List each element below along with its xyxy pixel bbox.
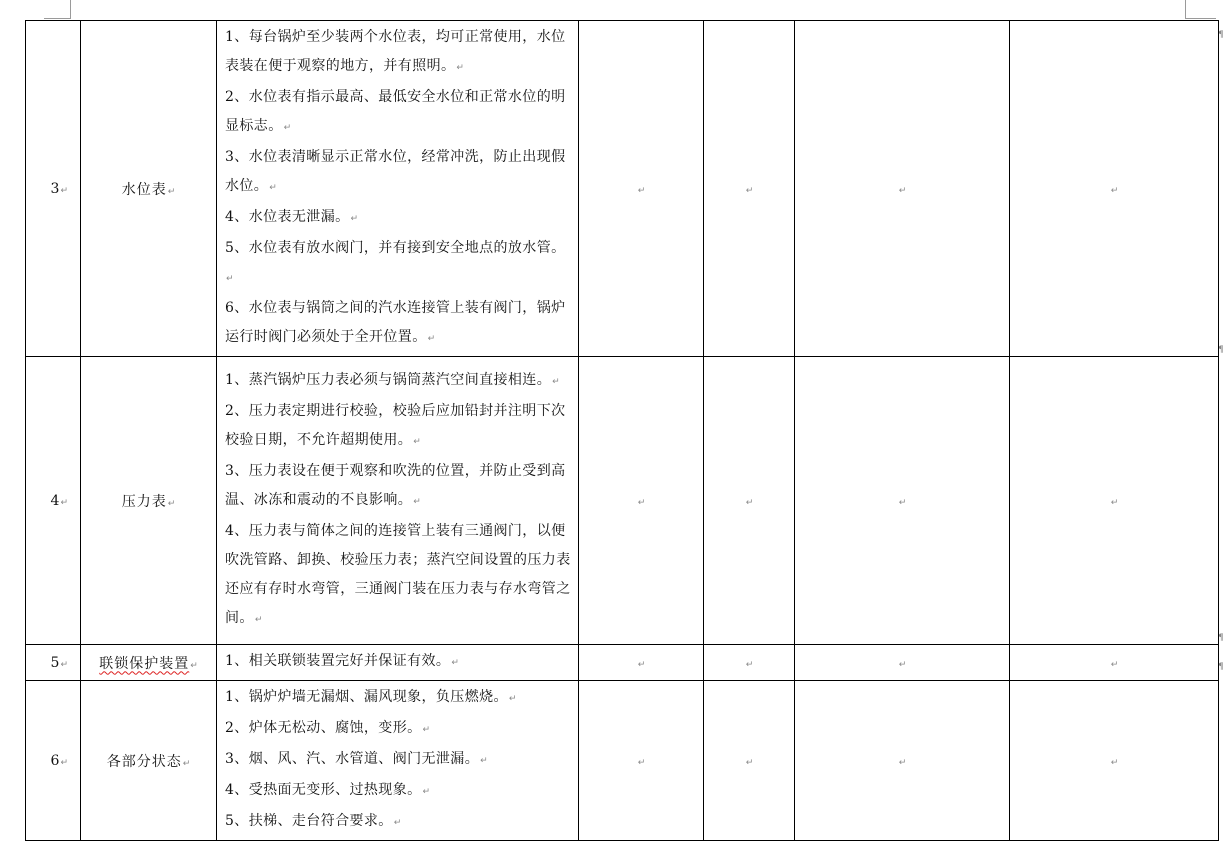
blank-cell[interactable]: ↵ xyxy=(795,681,1010,841)
table-row xyxy=(26,645,1219,681)
blank-cell[interactable]: ↵ xyxy=(704,645,795,681)
requirements-cell xyxy=(217,645,579,681)
table-row xyxy=(26,357,1219,645)
blank-cell[interactable]: ↵ xyxy=(704,357,795,645)
blank-cell[interactable]: ↵ xyxy=(1010,357,1219,645)
requirement-line: 2、压力表定期进行校验，校验后应加铅封并注明下次校验日期，不允许超期使用。↵ xyxy=(225,403,566,448)
requirement-line: 4、受热面无变形、过热现象。↵ xyxy=(225,782,431,798)
requirement-line: 4、压力表与简体之间的连接管上装有三通阀门，以便吹洗管路、卸换、校验压力表；蒸汽空间设置的压力表还应有存时水弯管，三通阀门装在压力表与存水弯管之间。↵ xyxy=(225,523,571,626)
row-number: 6 xyxy=(50,752,60,769)
requirement-line: 5、水位表有放水阀门，并有接到安全地点的放水管。↵ xyxy=(225,240,566,284)
requirement-line: 1、锅炉炉墙无漏烟、漏风现象，负压燃烧。↵ xyxy=(225,689,517,705)
blank-cell[interactable]: ↵ xyxy=(579,681,704,841)
row-number: 5 xyxy=(50,654,60,671)
crop-mark-top-right xyxy=(1185,0,1216,19)
blank-cell[interactable]: ↵ xyxy=(579,357,704,645)
requirement-line: 6、水位表与锅筒之间的汽水连接管上装有阀门，锅炉运行时阀门必须处于全开位置。↵ xyxy=(225,300,566,345)
blank-cell[interactable]: ↵ xyxy=(579,645,704,681)
table-row xyxy=(26,681,1219,841)
blank-cell[interactable]: ↵ xyxy=(795,645,1010,681)
row-number: 4 xyxy=(50,492,60,509)
requirement-line: 1、每台锅炉至少装两个水位表，均可正常使用，水位表装在便于观察的地方，并有照明。↵ xyxy=(225,29,566,74)
requirement-line: 3、烟、风、汽、水管道、阀门无泄漏。↵ xyxy=(225,751,489,767)
crop-mark-top-left xyxy=(44,0,71,19)
requirements-cell xyxy=(217,357,579,645)
blank-cell[interactable]: ↵ xyxy=(1010,645,1219,681)
item-name: 压力表 xyxy=(121,493,167,510)
blank-cell[interactable]: ↵ xyxy=(704,681,795,841)
requirement-line: 3、压力表设在便于观察和吹洗的位置，并防止受到高温、冰冻和震动的不良影响。↵ xyxy=(225,463,566,508)
row-number: 3 xyxy=(50,180,60,197)
requirement-line: 3、水位表清晰显示正常水位，经常冲洗，防止出现假水位。↵ xyxy=(225,149,566,194)
paragraph-mark: ↵ xyxy=(190,660,198,671)
item-name-cell xyxy=(81,357,217,645)
requirement-line: 1、相关联锁装置完好并保证有效。↵ xyxy=(225,653,460,669)
row-number-cell xyxy=(26,21,81,357)
paragraph-mark: ↵ xyxy=(60,757,68,768)
paragraph-mark: ↵ xyxy=(60,497,68,508)
item-name: 各部分状态 xyxy=(106,753,182,770)
requirements-cell xyxy=(217,21,579,357)
item-name-cell xyxy=(81,21,217,357)
blank-cell[interactable]: ↵ xyxy=(704,21,795,357)
requirement-line: 2、炉体无松动、腐蚀，变形。↵ xyxy=(225,720,431,736)
row-end-mark: ¶ xyxy=(1218,30,1224,40)
row-number-cell xyxy=(26,645,81,681)
blank-cell[interactable]: ↵ xyxy=(1010,681,1219,841)
requirement-line: 1、蒸汽锅炉压力表必须与锅筒蒸汽空间直接相连。↵ xyxy=(225,372,561,388)
inspection-checklist-table xyxy=(25,20,1219,841)
item-name-cell xyxy=(81,681,217,841)
paragraph-mark: ↵ xyxy=(60,185,68,196)
paragraph-mark: ↵ xyxy=(167,186,176,197)
blank-cell[interactable]: ↵ xyxy=(795,21,1010,357)
item-name: 联锁保护装置 xyxy=(99,655,190,672)
row-end-mark: ¶ xyxy=(1218,662,1224,672)
paragraph-mark: ↵ xyxy=(167,498,176,509)
blank-cell[interactable]: ↵ xyxy=(795,357,1010,645)
item-name-cell xyxy=(81,645,217,681)
paragraph-mark: ↵ xyxy=(60,659,68,670)
requirements-cell xyxy=(217,681,579,841)
paragraph-mark: ↵ xyxy=(182,758,191,769)
table-row xyxy=(26,21,1219,357)
item-name: 水位表 xyxy=(121,181,167,198)
row-number-cell xyxy=(26,357,81,645)
row-number-cell xyxy=(26,681,81,841)
requirement-line: 2、水位表有指示最高、最低安全水位和正常水位的明显标志。↵ xyxy=(225,89,566,134)
requirement-line: 5、扶梯、走台符合要求。↵ xyxy=(225,813,402,829)
blank-cell[interactable]: ↵ xyxy=(579,21,704,357)
blank-cell[interactable]: ↵ xyxy=(1010,21,1219,357)
requirement-line: 4、水位表无泄漏。↵ xyxy=(225,209,359,225)
row-end-mark: ¶ xyxy=(1218,633,1224,643)
row-end-mark: ¶ xyxy=(1218,345,1224,355)
